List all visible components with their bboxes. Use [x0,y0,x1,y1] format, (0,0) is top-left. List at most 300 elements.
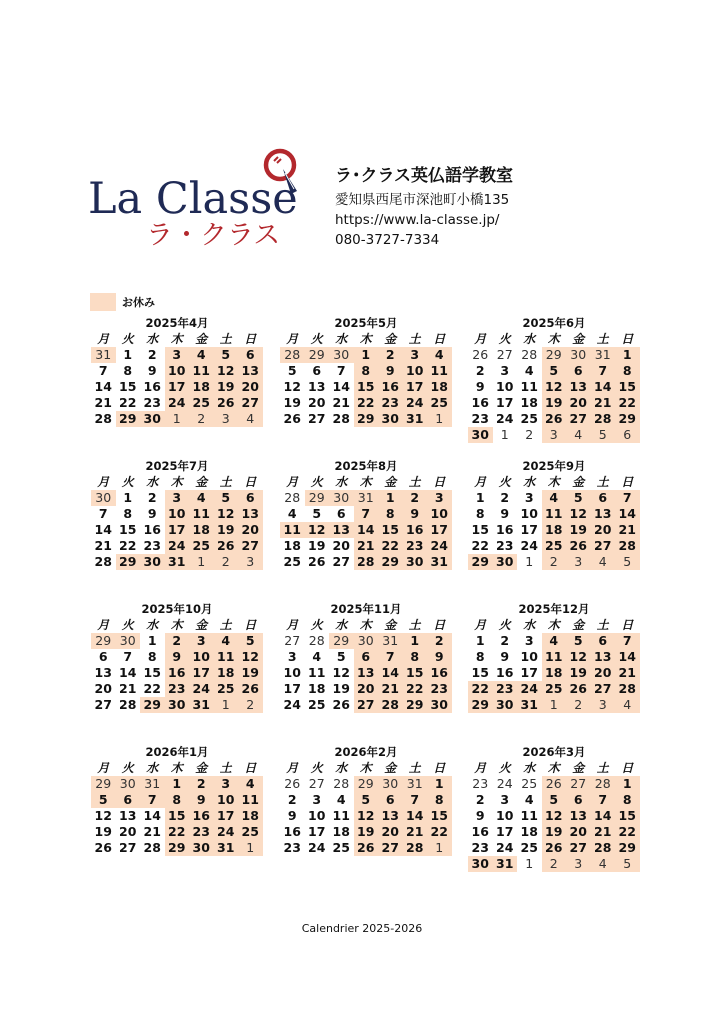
weekday-label: 木 [170,475,183,489]
day-cell-holiday: 5 [214,347,239,363]
day-cell-holiday: 24 [165,395,190,411]
day-cell-holiday: 30 [378,776,403,792]
day-cell: 3 [312,792,322,807]
day-cell-holiday: 18 [214,665,239,681]
day-cell: 21 [94,538,112,553]
day-cell-holiday: 20 [591,665,616,681]
weekday-label: 水 [146,761,159,775]
day-cell: 8 [475,649,485,664]
day-cell-holiday: 7 [591,363,616,379]
day-cell-holiday: 17 [427,522,452,538]
day-cell-holiday: 9 [378,363,403,379]
day-cell-holiday: 4 [427,347,452,363]
day-cell-holiday: 1 [427,776,452,792]
weekday-label: 火 [121,618,134,632]
weekday-header [91,617,263,633]
weekday-label: 木 [170,332,183,346]
day-cell: 9 [475,808,485,823]
weekday-label: 日 [621,761,634,775]
weekday-label: 火 [310,475,323,489]
day-cell-holiday: 30 [116,633,141,649]
day-cell: 15 [119,379,137,394]
day-cell-holiday: 3 [165,490,190,506]
day-cell-holiday: 26 [542,776,567,792]
day-cell: 16 [496,522,514,537]
day-cell-holiday: 11 [542,506,567,522]
day-cell: 15 [471,522,489,537]
day-cell-holiday: 4 [566,427,591,443]
weekday-label: 木 [547,332,560,346]
day-cell-holiday: 31 [165,554,190,570]
weekday-header [468,474,640,490]
weekday-label: 月 [97,332,110,346]
day-cell: 21 [143,824,161,839]
day-cell-holiday: 29 [91,776,116,792]
weekday-label: 火 [498,475,511,489]
weekday-label: 水 [523,761,536,775]
weekday-label: 水 [523,618,536,632]
weekday-label: 火 [121,332,134,346]
school-address: 愛知県西尾市深池町小橋135 [335,192,510,208]
day-cell-holiday: 1 [354,347,379,363]
day-cell-holiday: 23 [189,824,214,840]
day-cell: 16 [471,395,489,410]
day-cell: 19 [94,824,112,839]
weekday-label: 火 [310,761,323,775]
weekday-label: 金 [384,475,397,489]
weekday-label: 木 [547,761,560,775]
day-cell-holiday: 28 [615,681,640,697]
day-cell: 3 [500,792,510,807]
day-cell: 14 [94,379,112,394]
day-cell: 20 [332,538,350,553]
day-cell: 13 [308,379,326,394]
day-cell-holiday: 8 [615,363,640,379]
day-cell: 26 [94,840,112,855]
day-cell-holiday: 21 [354,538,379,554]
weekday-label: 土 [596,332,609,346]
day-cell-holiday: 30 [468,427,493,443]
day-cell: 1 [123,347,133,362]
weekday-label: 金 [572,332,585,346]
day-cell-holiday: 15 [615,808,640,824]
day-cell-holiday: 29 [615,840,640,856]
day-cell-holiday: 23 [493,681,518,697]
day-cell-holiday: 24 [403,395,428,411]
day-cell-holiday: 20 [238,522,263,538]
day-grid [91,633,263,713]
day-grid [468,347,640,443]
day-cell: 11 [308,665,326,680]
weekday-label: 土 [219,761,232,775]
day-cell-holiday: 17 [214,808,239,824]
weekday-label: 木 [359,475,372,489]
day-cell-holiday: 27 [566,840,591,856]
weekday-label: 日 [433,761,446,775]
day-cell-holiday: 20 [354,681,379,697]
day-cell-holiday: 1 [189,554,214,570]
day-cell: 3 [524,633,534,648]
weekday-header [91,760,263,776]
day-cell-holiday: 5 [615,554,640,570]
day-cell-holiday: 1 [165,776,190,792]
day-cell-holiday: 12 [542,808,567,824]
day-cell: 18 [520,395,538,410]
day-cell: 9 [500,506,510,521]
month-calendar [468,315,640,443]
day-cell-holiday: 6 [378,792,403,808]
day-cell-holiday: 30 [329,347,354,363]
day-cell-holiday: 29 [378,554,403,570]
day-cell-holiday: 18 [189,522,214,538]
day-cell-holiday: 12 [566,506,591,522]
day-cell: 4 [524,792,534,807]
day-cell: 22 [143,681,161,696]
day-cell-holiday: 8 [427,792,452,808]
day-cell: 24 [308,840,326,855]
day-cell-holiday: 31 [517,697,542,713]
weekday-label: 日 [621,475,634,489]
month-title: 2026年1月 [145,745,209,759]
day-cell: 19 [308,538,326,553]
day-cell-holiday: 3 [542,427,567,443]
day-cell-holiday: 30 [140,411,165,427]
day-cell-holiday: 15 [615,379,640,395]
month-title: 2025年5月 [334,316,398,330]
day-cell: 24 [283,697,301,712]
day-cell: 23 [496,538,514,553]
day-cell: 27 [332,554,350,569]
day-cell-holiday: 3 [403,347,428,363]
day-cell: 25 [283,554,301,569]
day-cell-holiday: 19 [238,665,263,681]
day-cell: 21 [332,395,350,410]
day-cell: 15 [471,665,489,680]
day-cell-holiday: 5 [566,633,591,649]
day-cell-holiday: 2 [189,776,214,792]
day-cell: 9 [147,506,157,521]
weekday-header [91,331,263,347]
day-cell-holiday: 9 [403,506,428,522]
day-cell: 23 [143,538,161,553]
day-cell-holiday: 24 [165,538,190,554]
day-cell: 1 [123,490,133,505]
month-calendar [280,315,452,427]
month-title: 2025年7月 [145,459,209,473]
day-cell: 11 [332,808,350,823]
day-cell-holiday: 30 [427,697,452,713]
weekday-label: 土 [219,618,232,632]
month-calendar [280,458,452,570]
day-cell-holiday: 1 [378,490,403,506]
day-cell: 22 [119,395,137,410]
day-cell: 1 [475,490,485,505]
weekday-label: 水 [335,761,348,775]
day-cell-holiday: 5 [615,856,640,872]
day-cell-holiday: 20 [378,824,403,840]
day-cell-holiday: 15 [165,808,190,824]
day-cell-holiday: 22 [615,824,640,840]
day-cell-holiday: 10 [214,792,239,808]
day-cell-holiday: 30 [493,554,518,570]
day-cell: 10 [496,379,514,394]
day-cell-holiday: 22 [403,681,428,697]
day-cell-holiday: 30 [140,554,165,570]
day-cell: 24 [496,776,513,791]
weekday-label: 金 [195,332,208,346]
day-cell-holiday: 29 [354,411,379,427]
day-cell-holiday: 25 [214,681,239,697]
day-cell: 8 [475,506,485,521]
day-cell: 8 [123,363,133,378]
day-cell: 23 [471,411,489,426]
day-cell-holiday: 28 [591,411,616,427]
weekday-label: 火 [310,618,323,632]
day-cell-holiday: 16 [189,808,214,824]
month-calendar [91,744,263,856]
day-cell: 28 [332,411,350,426]
day-cell-holiday: 21 [403,824,428,840]
day-cell-holiday: 27 [238,395,263,411]
weekday-label: 水 [146,332,159,346]
day-cell: 15 [119,522,137,537]
day-cell-holiday: 31 [214,840,239,856]
day-cell: 18 [520,824,538,839]
weekday-header [280,474,452,490]
day-cell-holiday: 4 [542,490,567,506]
month-calendar [468,601,640,713]
day-grid [280,347,452,427]
day-cell-holiday: 24 [517,681,542,697]
day-cell: 2 [147,347,157,362]
month-title: 2025年4月 [145,316,209,330]
weekday-label: 月 [286,761,299,775]
day-cell-holiday: 14 [403,808,428,824]
day-cell: 1 [500,427,509,442]
month-calendar [468,744,640,872]
day-cell: 17 [496,824,514,839]
day-cell-holiday: 6 [615,427,640,443]
day-cell-holiday: 3 [566,554,591,570]
day-cell-holiday: 17 [165,379,190,395]
weekday-label: 火 [498,761,511,775]
day-cell: 11 [520,808,538,823]
day-cell-holiday: 3 [238,554,263,570]
day-cell-holiday: 30 [566,347,591,363]
school-name: ラ･クラス英仏語学教室 [335,166,513,186]
day-cell-holiday: 5 [354,792,379,808]
day-cell-holiday: 19 [214,379,239,395]
day-cell: 26 [284,776,301,791]
day-cell: 27 [94,697,112,712]
day-cell: 15 [143,665,161,680]
day-cell-holiday: 11 [238,792,263,808]
weekday-label: 土 [596,761,609,775]
day-cell-holiday: 31 [493,856,518,872]
day-cell-holiday: 21 [591,824,616,840]
day-cell: 26 [472,347,489,362]
weekday-label: 月 [97,618,110,632]
day-cell-holiday: 15 [427,808,452,824]
day-cell: 2 [525,427,534,442]
day-cell-holiday: 21 [591,395,616,411]
day-cell: 19 [332,681,350,696]
weekday-label: 金 [572,475,585,489]
weekday-label: 月 [286,475,299,489]
day-cell-holiday: 1 [165,411,190,427]
day-cell-holiday: 28 [591,776,616,792]
day-cell: 4 [524,363,534,378]
day-cell-holiday: 26 [214,538,239,554]
day-cell: 6 [312,363,322,378]
weekday-label: 火 [498,332,511,346]
weekday-label: 土 [408,761,421,775]
day-cell-holiday: 20 [591,522,616,538]
day-cell: 22 [119,538,137,553]
month-title: 2025年9月 [522,459,586,473]
weekday-label: 金 [195,761,208,775]
day-cell-holiday: 3 [165,347,190,363]
day-cell: 16 [283,824,301,839]
day-cell: 2 [147,490,157,505]
day-cell-holiday: 6 [354,649,379,665]
day-cell: 13 [94,665,112,680]
day-cell: 27 [496,347,513,362]
day-cell-holiday: 2 [542,856,567,872]
day-cell-holiday: 30 [329,490,354,506]
day-cell: 12 [94,808,112,823]
day-cell: 3 [500,363,510,378]
day-cell-holiday: 31 [140,776,165,792]
weekday-header [280,760,452,776]
day-cell-holiday: 12 [214,506,239,522]
weekday-label: 土 [408,332,421,346]
day-cell-holiday: 13 [329,522,354,538]
day-cell: 27 [308,776,325,791]
weekday-label: 月 [286,618,299,632]
day-cell-holiday: 31 [354,490,379,506]
day-cell-holiday: 13 [238,363,263,379]
weekday-label: 月 [474,332,487,346]
day-cell-holiday: 30 [116,776,141,792]
day-cell-holiday: 29 [615,411,640,427]
day-cell-holiday: 18 [542,522,567,538]
day-cell-holiday: 31 [403,776,428,792]
day-cell-holiday: 11 [189,363,214,379]
day-cell-holiday: 20 [566,395,591,411]
day-cell: 14 [119,665,137,680]
day-cell-holiday: 24 [189,681,214,697]
day-cell: 16 [471,824,489,839]
day-cell-holiday: 3 [214,411,239,427]
day-cell-holiday: 29 [329,633,354,649]
day-cell: 6 [98,649,108,664]
day-cell-holiday: 7 [140,792,165,808]
day-cell-holiday: 21 [615,522,640,538]
weekday-label: 木 [170,761,183,775]
day-cell: 24 [496,411,514,426]
footer-text: Calendrier 2025-2026 [301,922,423,935]
day-cell-holiday: 29 [116,554,141,570]
day-cell: 5 [336,649,346,664]
day-cell-holiday: 22 [427,824,452,840]
day-cell: 27 [119,840,137,855]
day-cell: 26 [283,411,301,426]
weekday-header [280,331,452,347]
day-cell: 8 [147,649,157,664]
weekday-label: 月 [474,475,487,489]
day-cell-holiday: 22 [468,681,493,697]
day-cell-holiday: 11 [427,363,452,379]
day-cell-holiday: 2 [189,411,214,427]
day-cell: 7 [123,649,133,664]
day-cell-holiday: 24 [427,538,452,554]
day-cell-holiday: 4 [238,776,263,792]
day-cell-holiday: 2 [542,554,567,570]
day-cell-holiday: 31 [378,633,403,649]
weekday-label: 水 [335,475,348,489]
day-cell-holiday: 12 [542,379,567,395]
weekday-label: 水 [335,618,348,632]
day-cell-holiday: 7 [378,649,403,665]
day-cell-holiday: 3 [427,490,452,506]
day-cell-holiday: 14 [354,522,379,538]
day-cell-holiday: 20 [238,379,263,395]
weekday-label: 日 [433,475,446,489]
weekday-label: 金 [384,332,397,346]
day-cell: 2 [500,633,510,648]
day-grid [280,633,452,713]
day-cell-holiday: 14 [591,808,616,824]
month-calendar [280,744,452,856]
day-cell-holiday: 4 [189,490,214,506]
day-cell-holiday: 2 [566,697,591,713]
weekday-label: 木 [547,618,560,632]
day-cell: 18 [308,681,326,696]
day-cell-holiday: 8 [165,792,190,808]
day-cell-holiday: 27 [566,411,591,427]
day-cell-holiday: 26 [542,840,567,856]
day-cell-holiday: 8 [615,792,640,808]
weekday-label: 土 [219,332,232,346]
weekday-label: 日 [244,475,257,489]
day-cell-holiday: 1 [427,840,452,856]
day-cell-holiday: 3 [214,776,239,792]
day-cell-holiday: 15 [403,665,428,681]
day-cell-holiday: 30 [493,697,518,713]
day-cell: 14 [332,379,350,394]
day-cell-holiday: 30 [378,411,403,427]
month-title: 2025年12月 [518,602,590,616]
day-cell: 23 [283,840,301,855]
school-url-link[interactable]: https://www.la-classe.jp/ [335,212,500,228]
day-cell-holiday: 4 [615,697,640,713]
month-calendar [280,601,452,713]
day-cell-holiday: 5 [214,490,239,506]
day-cell-holiday: 31 [403,411,428,427]
day-cell-holiday: 22 [165,824,190,840]
logo-latin-text: La Classe [88,174,298,224]
weekday-header [91,474,263,490]
weekday-header [468,760,640,776]
day-cell: 17 [496,395,514,410]
day-cell: 13 [119,808,137,823]
month-title: 2025年10月 [141,602,213,616]
day-cell-holiday: 6 [566,363,591,379]
day-cell-holiday: 28 [591,840,616,856]
day-cell-holiday: 7 [403,792,428,808]
day-cell-holiday: 14 [615,506,640,522]
